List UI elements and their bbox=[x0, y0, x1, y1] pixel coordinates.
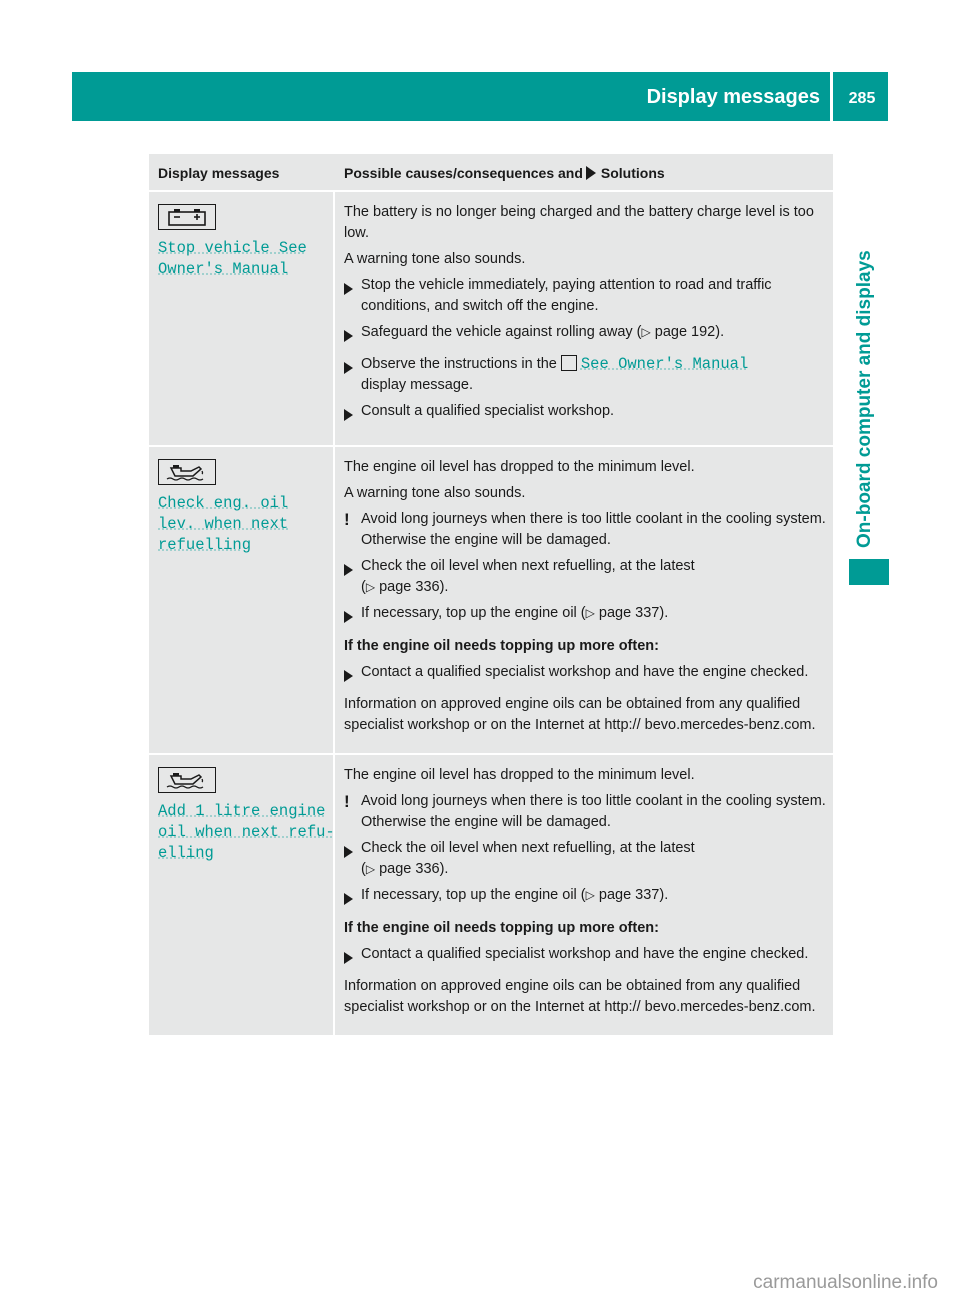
page-reference-link[interactable]: page 337). bbox=[598, 605, 669, 621]
column-header-suffix: Solutions bbox=[600, 165, 665, 181]
page-title: Display messages bbox=[646, 86, 820, 108]
action-triangle-icon bbox=[344, 952, 353, 964]
oil-can-icon bbox=[158, 767, 216, 793]
info-text: Information on approved engine oils can be obtained from any qualified specialist workshop or on the Internet at http:// bevo.mercedes-benz.com. bbox=[344, 696, 816, 733]
action-triangle-icon bbox=[344, 611, 353, 623]
action-step-text: Contact a qualified specialist workshop and have the engine checked. bbox=[361, 664, 809, 680]
action-triangle-icon bbox=[344, 670, 353, 682]
cause-text: The engine oil level has dropped to the minimum level. bbox=[344, 459, 695, 475]
action-step-text: Check the oil level when next refuelling, at the latest bbox=[361, 558, 695, 574]
warning-tone-text: A warning tone also sounds. bbox=[344, 251, 526, 267]
warning-note bbox=[344, 791, 829, 833]
section-tab bbox=[845, 168, 885, 548]
column-header-solutions bbox=[335, 154, 833, 190]
page-reference-link[interactable]: page 336). bbox=[379, 579, 449, 595]
display-message-text: Add 1 litre engine oil when next refu‐ elling bbox=[158, 802, 335, 862]
warning-text: Avoid long journeys when there is too little coolant in the cooling system. Otherwise the engine will be damaged. bbox=[361, 511, 826, 548]
action-step bbox=[344, 944, 829, 971]
warning-tone-text: A warning tone also sounds. bbox=[344, 485, 526, 501]
action-step: Check the oil level when next refuelling, at the latest (▷ page 336). bbox=[344, 838, 829, 880]
page-ref-arrow-icon: ▷ bbox=[585, 888, 595, 902]
page-ref-arrow-icon: ▷ bbox=[365, 580, 376, 594]
subheading: If the engine oil needs topping up more often: bbox=[344, 920, 659, 936]
display-message-text: Check eng. oil lev. when next refuelling bbox=[158, 494, 289, 554]
table-header bbox=[149, 154, 833, 192]
action-step bbox=[344, 603, 829, 630]
action-step-text: Consult a qualified specialist workshop. bbox=[361, 403, 615, 419]
subheading: If the engine oil needs topping up more often: bbox=[344, 638, 659, 654]
column-header-causes: Possible causes/consequences and bbox=[344, 165, 583, 181]
page-ref-arrow-icon: ▷ bbox=[585, 606, 595, 620]
oil-can-icon bbox=[158, 459, 216, 485]
display-messages-table bbox=[149, 154, 833, 1037]
action-step: Check the oil level when next refuelling, at the latest (▷ page 336). bbox=[344, 556, 829, 598]
action-triangle-icon bbox=[344, 362, 353, 374]
cause-text: The battery is no longer being charged and the battery charge level is too low. bbox=[344, 204, 814, 241]
column-header-messages: Display messages bbox=[158, 165, 280, 181]
action-triangle-icon bbox=[586, 166, 596, 180]
table-row bbox=[149, 755, 833, 1037]
solutions-cell bbox=[335, 755, 833, 1035]
action-step-text: Contact a qualified specialist workshop and have the engine checked. bbox=[361, 946, 809, 962]
display-message-reference: See Owner's Manual bbox=[580, 355, 749, 373]
action-step-text-cont: display message. bbox=[361, 377, 474, 393]
exclamation-icon: ! bbox=[344, 510, 350, 529]
header-divider bbox=[830, 72, 833, 121]
table-row bbox=[149, 192, 833, 447]
cause-text: The engine oil level has dropped to the minimum level. bbox=[344, 767, 695, 783]
action-triangle-icon bbox=[344, 564, 353, 576]
action-triangle-icon bbox=[344, 893, 353, 905]
action-triangle-icon bbox=[344, 846, 353, 858]
action-step-text: If necessary, top up the engine oil ( bbox=[361, 887, 586, 903]
message-cell bbox=[149, 447, 335, 753]
page-ref-arrow-icon: ▷ bbox=[365, 862, 376, 876]
page-reference-link[interactable]: page 337). bbox=[598, 887, 669, 903]
solutions-cell bbox=[335, 447, 833, 753]
warning-text: Avoid long journeys when there is too little coolant in the cooling system. Otherwise the engine will be damaged. bbox=[361, 793, 826, 830]
action-step bbox=[344, 322, 829, 349]
solutions-cell bbox=[335, 192, 833, 445]
message-cell bbox=[149, 192, 335, 445]
message-cell bbox=[149, 755, 335, 1035]
action-step bbox=[344, 354, 829, 396]
watermark-text: carmanualsonline.info bbox=[753, 1272, 938, 1293]
info-text: Information on approved engine oils can be obtained from any qualified specialist workshop or on the Internet at http:// bevo.mercedes-benz.com. bbox=[344, 978, 816, 1015]
section-tab-label: On-board computer and displays bbox=[854, 250, 875, 548]
battery-icon bbox=[561, 355, 577, 371]
action-step-text: If necessary, top up the engine oil ( bbox=[361, 605, 586, 621]
action-step bbox=[344, 662, 829, 689]
action-triangle-icon bbox=[344, 409, 353, 421]
page-number: 285 bbox=[848, 90, 876, 107]
action-step-text: Stop the vehicle immediately, paying attention to road and traffic conditions, and switch off the engine. bbox=[361, 277, 772, 314]
action-step-text: Check the oil level when next refuelling, at the latest bbox=[361, 840, 695, 856]
table-row bbox=[149, 447, 833, 755]
section-marker bbox=[849, 559, 889, 585]
action-triangle-icon bbox=[344, 330, 353, 342]
action-step bbox=[344, 275, 829, 317]
action-step-text: Observe the instructions in the bbox=[361, 356, 557, 372]
warning-note bbox=[344, 509, 829, 551]
page-reference-link[interactable]: page 336). bbox=[379, 861, 449, 877]
page-ref-arrow-icon: ▷ bbox=[641, 325, 651, 339]
battery-icon bbox=[158, 204, 216, 230]
display-message-text: Stop vehicle See Owner's Manual bbox=[158, 239, 307, 278]
action-step bbox=[344, 401, 829, 428]
action-step bbox=[344, 885, 829, 912]
action-step-text: Safeguard the vehicle against rolling away ( bbox=[361, 324, 642, 340]
page-reference-link[interactable]: page 192). bbox=[654, 324, 725, 340]
action-triangle-icon bbox=[344, 283, 353, 295]
exclamation-icon: ! bbox=[344, 792, 350, 811]
